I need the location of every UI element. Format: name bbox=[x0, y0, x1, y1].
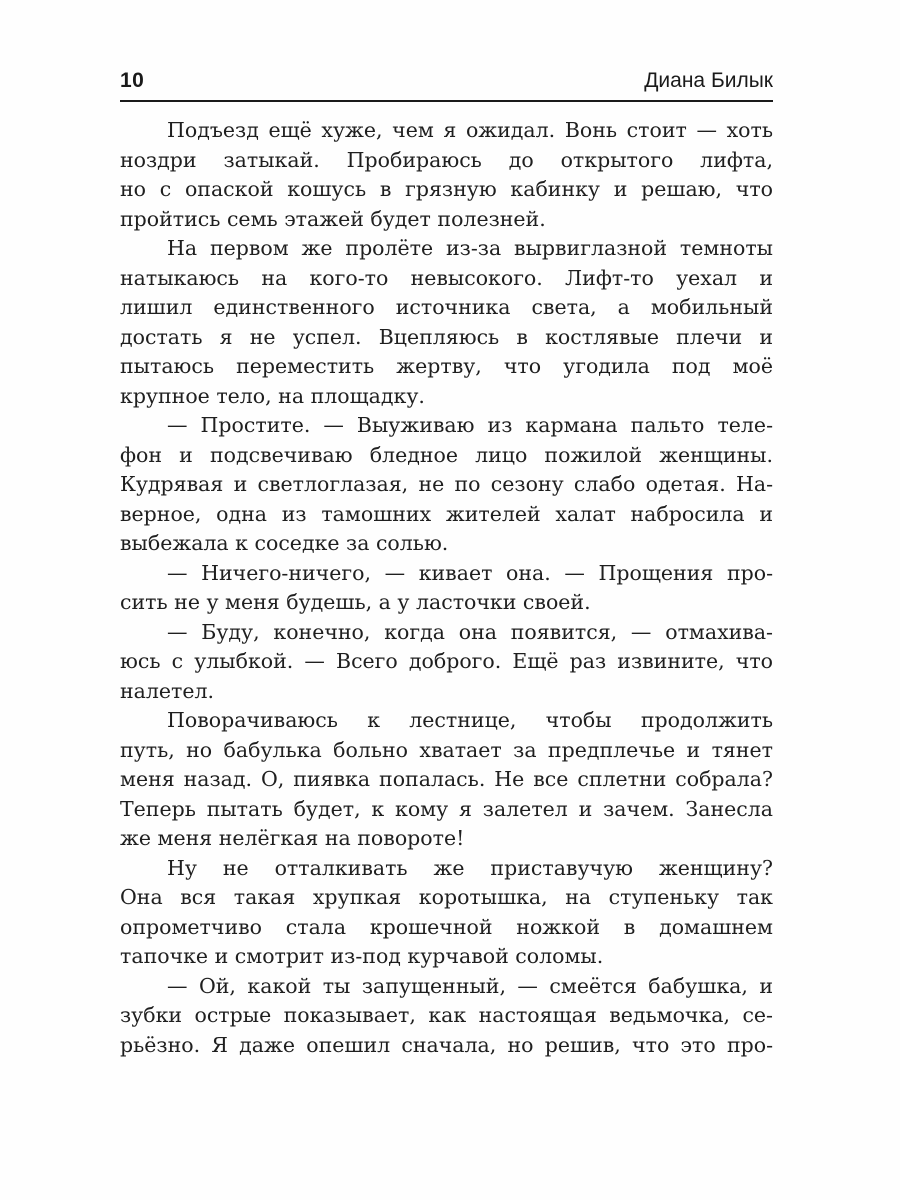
paragraph bbox=[120, 234, 773, 411]
text-line: выбежала к соседке за солью. bbox=[120, 531, 449, 555]
text-line: Ну не отталкивать же приставучую женщину? bbox=[167, 855, 773, 880]
text-line: рьёзно. Я даже опешил сначала, но решив, что это про- bbox=[120, 1032, 773, 1057]
text-line: же меня нелёгкая на повороте! bbox=[120, 826, 465, 850]
paragraph bbox=[120, 559, 773, 618]
text-line: верное, одна из тамошних жителей халат набросила и bbox=[120, 501, 773, 526]
text-line: юсь с улыбкой. — Всего доброго. Ещё раз извините, что bbox=[120, 649, 773, 673]
text-line: — Ничего-ничего, — кивает она. — Прощения про- bbox=[167, 560, 773, 585]
body-text bbox=[120, 116, 773, 1060]
text-line: лишил единственного источника света, а мобильный bbox=[120, 295, 773, 319]
text-line: опрометчиво стала крошечной ножкой в домашнем bbox=[120, 914, 773, 939]
text-line: Теперь пытать будет, к кому я залетел и зачем. Занесла bbox=[120, 796, 773, 821]
text-line: пройтись семь этажей будет полезней. bbox=[120, 206, 546, 231]
running-header bbox=[120, 66, 773, 102]
text-line: меня назад. О, пиявка попалась. Не все сплетни собрала? bbox=[120, 767, 773, 791]
text-line: но с опаской кошусь в грязную кабинку и решаю, что bbox=[120, 177, 773, 201]
text-line: путь, но бабулька больно хватает за предплечье и тянет bbox=[120, 737, 773, 762]
text-line: На первом же пролёте из-за вырвиглазной темноты bbox=[167, 236, 773, 260]
paragraph bbox=[120, 706, 773, 854]
running-title-author: Диана Билык bbox=[644, 69, 773, 92]
paragraph bbox=[120, 618, 773, 707]
text-line: достать я не успел. Вцепляюсь в костлявые плечи и bbox=[120, 324, 773, 349]
text-line: Кудрявая и светлоглазая, не по сезону слабо одетая. На- bbox=[120, 472, 773, 496]
text-line: ноздри затыкай. Пробираюсь до открытого лифта, bbox=[120, 147, 773, 172]
page-number: 10 bbox=[120, 69, 145, 92]
text-line: Поворачиваюсь к лестнице, чтобы продолжить bbox=[167, 708, 773, 732]
text-line: пытаюсь переместить жертву, что угодила под моё bbox=[120, 354, 773, 378]
paragraph bbox=[120, 972, 773, 1061]
text-line: Она вся такая хрупкая коротышка, на ступеньку так bbox=[120, 885, 773, 909]
paragraph bbox=[120, 411, 773, 559]
text-line: — Простите. — Выуживаю из кармана пальто теле- bbox=[167, 413, 773, 437]
text-line: — Ой, какой ты запущенный, — смеётся бабушка, и bbox=[167, 973, 773, 998]
text-line: фон и подсвечиваю бледное лицо пожилой женщины. bbox=[120, 442, 773, 467]
text-line: натыкаюсь на кого-то невысокого. Лифт-то уехал и bbox=[120, 265, 773, 290]
paragraph bbox=[120, 116, 773, 234]
text-line: сить не у меня будешь, а у ласточки своей. bbox=[120, 590, 591, 614]
text-line: крупное тело, на площадку. bbox=[120, 383, 425, 408]
text-line: Подъезд ещё хуже, чем я ожидал. Вонь стоит — хоть bbox=[167, 118, 773, 142]
text-line: тапочке и смотрит из-под курчавой соломы. bbox=[120, 944, 604, 968]
text-line: — Буду, конечно, когда она появится, — отмахива- bbox=[167, 619, 773, 644]
text-line: зубки острые показывает, как настоящая ведьмочка, се- bbox=[120, 1003, 773, 1027]
text-line: налетел. bbox=[120, 678, 215, 703]
paragraph bbox=[120, 854, 773, 972]
